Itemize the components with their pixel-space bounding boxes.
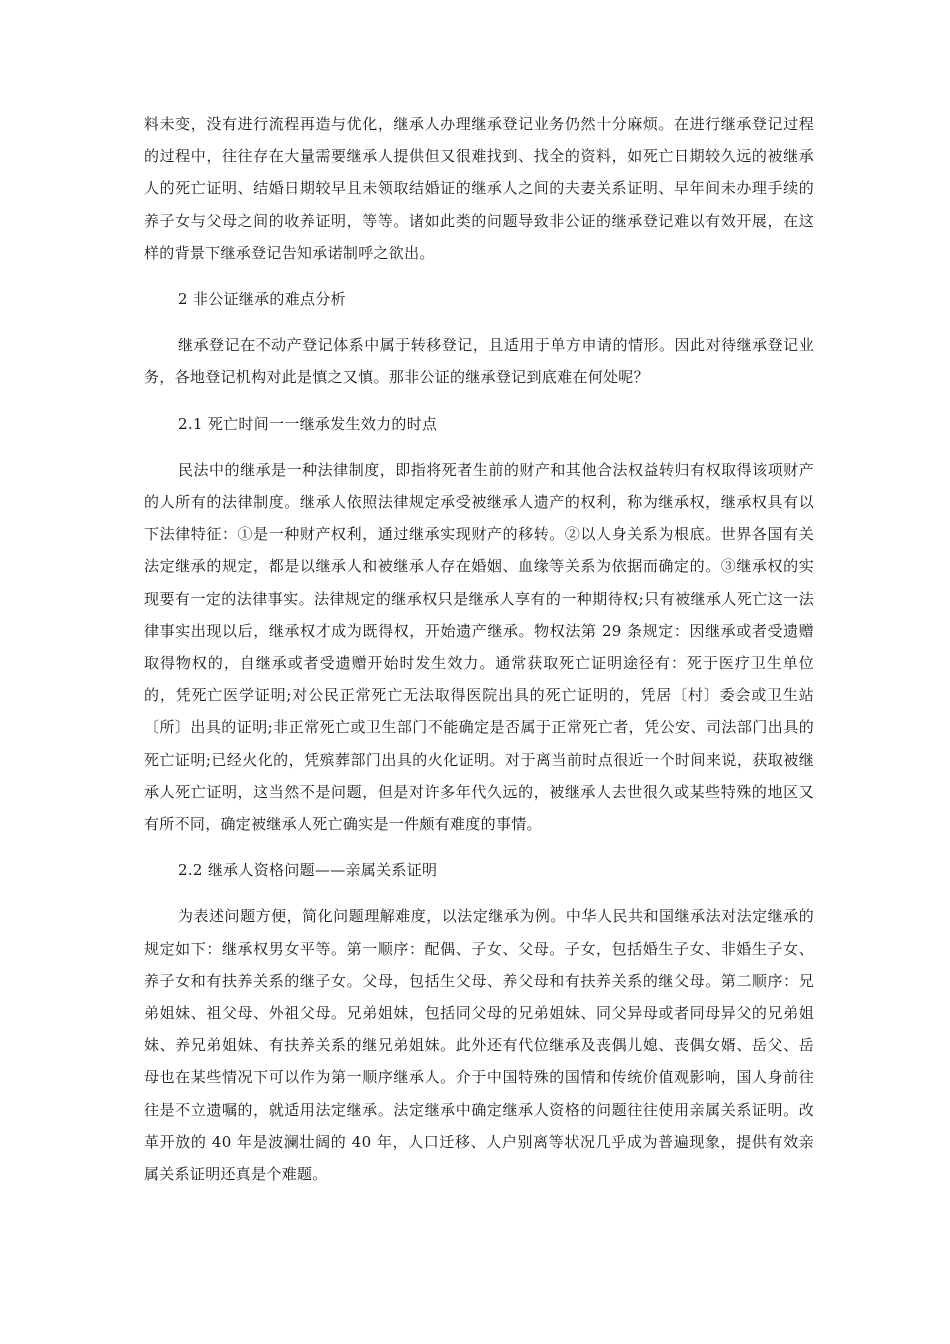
paragraph-death-time: 民法中的继承是一种法律制度，即指将死者生前的财产和其他合法权益转归有权取得该项财产的人所有的法律制度。继承人依照法律规定承受被继承人遗产的权利，称为继承权，继承权具有以下法律特征：①是一种财产权利，通过继承实现财产的移转。②以人身关系为根底。世界各国有关法定继承的规定，都是以继承人和被继承人存在婚姻、血缘等关系为依据而确定的。③继承权的实现要有一定的法律事实。法律规定的继承权只是继承人享有的一种期待权;只有被继承人死亡这一法律事实出现以后，继承权才成为既得权，开始遗产继承。物权法第 29 条规定：因继承或者受遗赠取得物权的，自继承或者受遗赠开始时发生效力。通常获取死亡证明途径有：死于医疗卫生单位的，凭死亡医学证明;对公民正常死亡无法取得医院出具的死亡证明的，凭居〔村〕委会或卫生站〔所〕出具的证明;非正常死亡或卫生部门不能确定是否属于正常死亡者，凭公安、司法部门出具的死亡证明;已经火化的，凭殡葬部门出具的火化证明。对于离当前时点很近一个时间来说，获取被继承人死亡证明，这当然不是问题，但是对许多年代久远的，被继承人去世很久或某些特殊的地区又有所不同，确定被继承人死亡确实是一件颇有难度的事情。	[144, 460, 814, 834]
paragraph-continuation: 料未变，没有进行流程再造与优化，继承人办理继承登记业务仍然十分麻烦。在进行继承登记过程的过程中，往往存在大量需要继承人提供但又很难找到、找全的资料，如死亡日期较久远的被继承人的死亡证明、结婚日期较早且未领取结婚证的继承人之间的夫妻关系证明、早年间未办理手续的养子女与父母之间的收养证明，等等。诸如此类的问题导致非公证的继承登记难以有效开展，在这样的背景下继承登记告知承诺制呼之欲出。	[144, 115, 814, 262]
document-page	[144, 108, 814, 1204]
section-heading-2: 2 非公证继承的难点分析	[178, 290, 346, 309]
section-heading-2-2: 2.2 继承人资格问题——亲属关系证明	[178, 861, 438, 880]
section-heading-2-1: 2.1 死亡时间一一继承发生效力的时点	[178, 414, 438, 433]
paragraph-registration-intro: 继承登记在不动产登记体系中属于转移登记，且适用于单方申请的情形。因此对待继承登记业务，各地登记机构对此是慎之又慎。那非公证的继承登记到底难在何处呢？	[144, 336, 814, 387]
paragraph-heir-qualification: 为表述问题方便，简化问题理解难度，以法定继承为例。中华人民共和国继承法对法定继承的规定如下：继承权男女平等。第一顺序：配偶、子女、父母。子女，包括婚生子女、非婚生子女、养子女和有扶养关系的继子女。父母，包括生父母、养父母和有扶养关系的继父母。第二顺序：兄弟姐妹、祖父母、外祖父母。兄弟姐妹，包括同父母的兄弟姐妹、同父异母或者同母异父的兄弟姐妹、养兄弟姐妹、有扶养关系的继兄弟姐妹。此外还有代位继承及丧偶儿媳、丧偶女婿、岳父、岳母也在某些情况下可以作为第一顺序继承人。介于中国特殊的国情和传统价值观影响，国人身前往往是不立遗嘱的，就适用法定继承。法定继承中确定继承人资格的问题往往使用亲属关系证明。改革开放的 40 年是波澜壮阔的 40 年，人口迁移、人户别离等状况几乎成为普遍现象，提供有效亲属关系证明还真是个难题。	[144, 907, 814, 1184]
